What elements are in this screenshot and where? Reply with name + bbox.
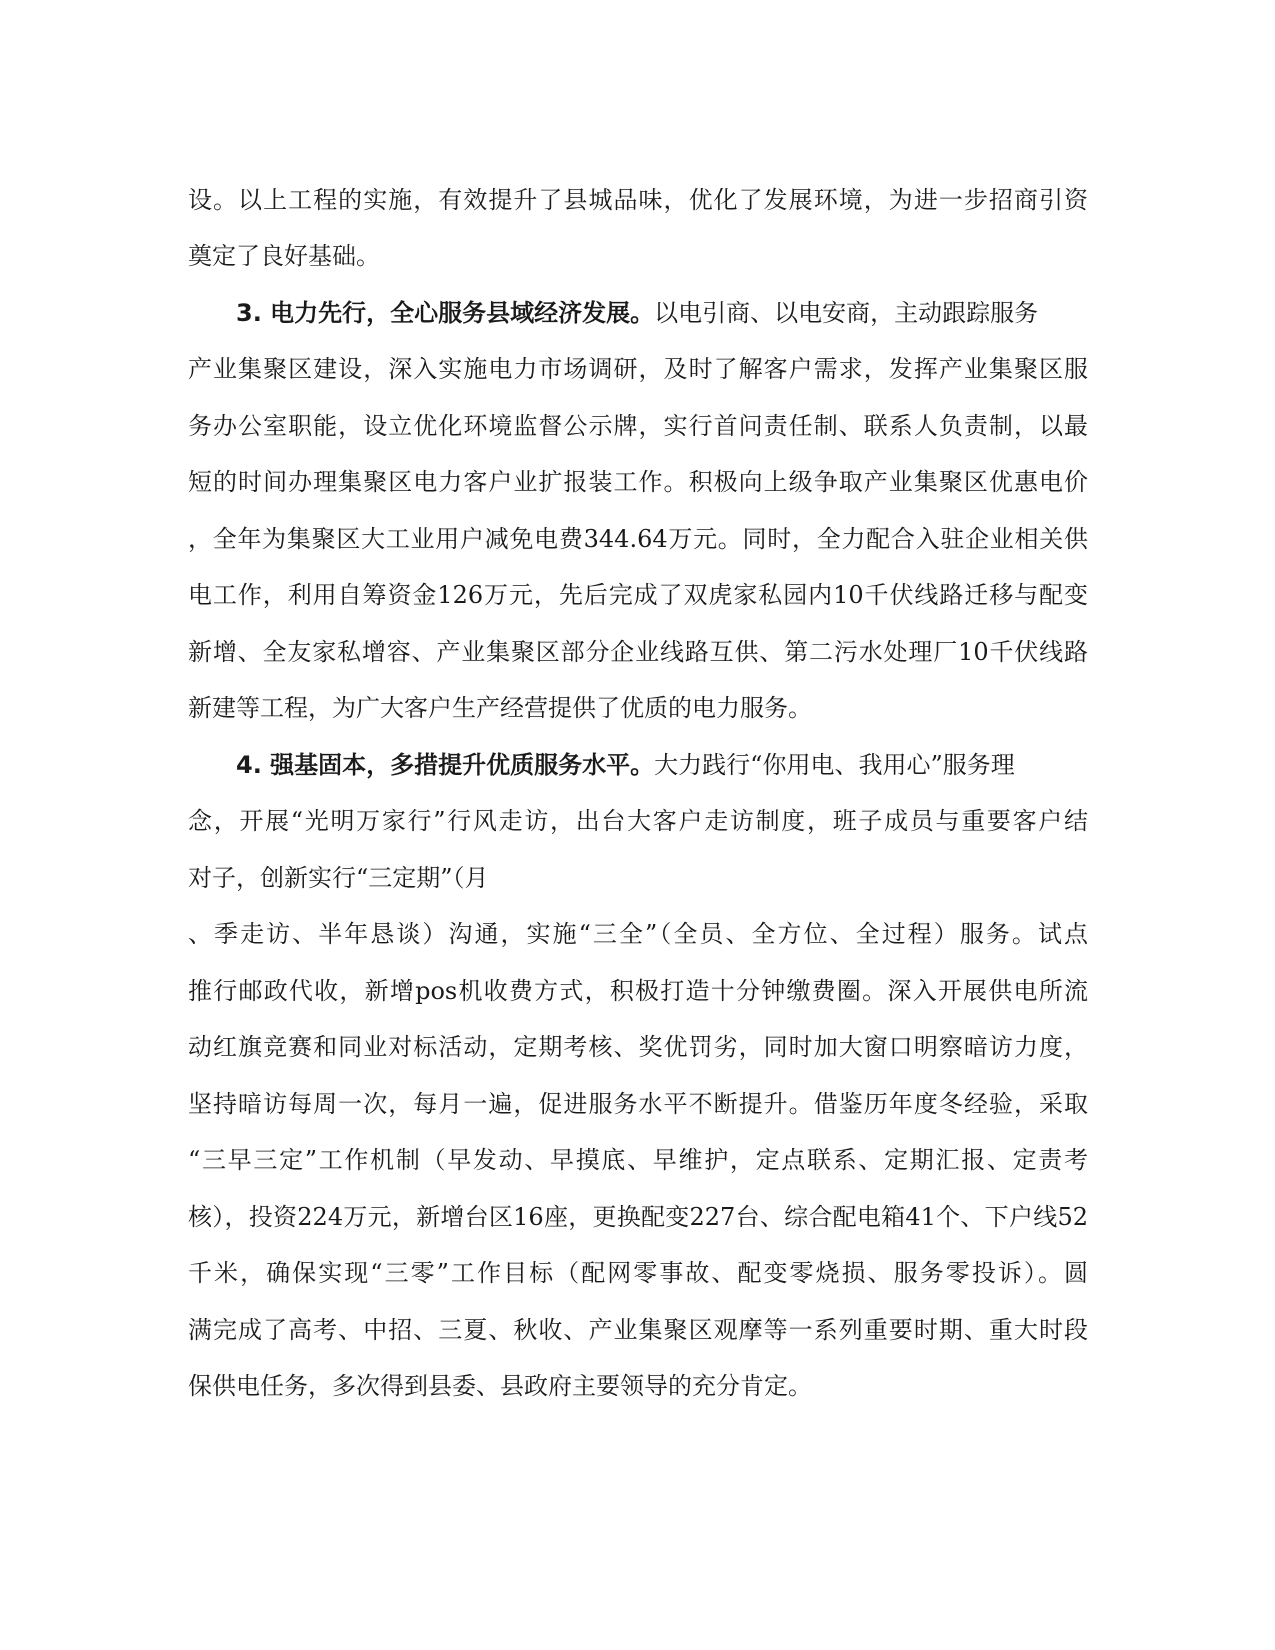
section-3-first-line bbox=[236, 293, 1088, 333]
paragraph-line: 奠定了良好基础。 bbox=[188, 242, 380, 270]
paragraph-line: 动红旗竞赛和同业对标活动，定期考核、奖优罚劣，同时加大窗口明察暗访力度， bbox=[188, 1033, 1088, 1061]
paragraph-line: 千米，确保实现“三零”工作目标（配网零事故、配变零烧损、服务零投诉）。圆 bbox=[188, 1259, 1088, 1287]
paragraph-text: 大力践行“你用电、我用心”服务理 bbox=[654, 751, 1015, 779]
paragraph-text: 以电引商、以电安商，主动跟踪服务 bbox=[654, 299, 1039, 327]
section-4-heading: 4. 强基固本，多措提升优质服务水平。 bbox=[236, 751, 655, 779]
section-3-heading: 3. 电力先行，全心服务县域经济发展。 bbox=[236, 299, 655, 327]
paragraph-line: 短的时间办理集聚区电力客户业扩报装工作。积极向上级争取产业集聚区优惠电价 bbox=[188, 468, 1088, 496]
paragraph-line: 设。以上工程的实施，有效提升了县城品味，优化了发展环境，为进一步招商引资 bbox=[188, 186, 1088, 214]
paragraph-line: 、季走访、半年恳谈）沟通，实施“三全”（全员、全方位、全过程）服务。试点 bbox=[188, 920, 1088, 948]
paragraph-line: 保供电任务，多次得到县委、县政府主要领导的充分肯定。 bbox=[188, 1372, 812, 1400]
paragraph-line: 产业集聚区建设，深入实施电力市场调研，及时了解客户需求，发挥产业集聚区服 bbox=[188, 355, 1088, 383]
paragraph-line: 新增、全友家私增容、产业集聚区部分企业线路互供、第二污水处理厂10千伏线路 bbox=[188, 638, 1088, 666]
paragraph-line: 满完成了高考、中招、三夏、秋收、产业集聚区观摩等一系列重要时期、重大时段 bbox=[188, 1316, 1088, 1344]
paragraph-line: 对子，创新实行“三定期”（月 bbox=[188, 864, 489, 892]
paragraph-line: 务办公室职能，设立优化环境监督公示牌，实行首问责任制、联系人负责制，以最 bbox=[188, 412, 1088, 440]
paragraph-line: 坚持暗访每周一次，每月一遍，促进服务水平不断提升。借鉴历年度冬经验，采取 bbox=[188, 1090, 1088, 1118]
paragraph-line: ，全年为集聚区大工业用户减免电费344.64万元。同时，全力配合入驻企业相关供 bbox=[188, 525, 1088, 553]
paragraph-line: 核），投资224万元，新增台区16座，更换配变227台、综合配电箱41个、下户线52 bbox=[188, 1203, 1088, 1231]
paragraph-line: 新建等工程，为广大客户生产经营提供了优质的电力服务。 bbox=[188, 694, 812, 722]
paragraph-line: 念，开展“光明万家行”行风走访，出台大客户走访制度，班子成员与重要客户结 bbox=[188, 807, 1088, 835]
section-4-first-line bbox=[236, 745, 1088, 785]
paragraph-line: 推行邮政代收，新增pos机收费方式，积极打造十分钟缴费圈。深入开展供电所流 bbox=[188, 977, 1088, 1005]
paragraph-line: 电工作，利用自筹资金126万元，先后完成了双虎家私园内10千伏线路迁移与配变 bbox=[188, 581, 1088, 609]
paragraph-line: “三早三定”工作机制（早发动、早摸底、早维护，定点联系、定期汇报、定责考 bbox=[188, 1146, 1088, 1174]
